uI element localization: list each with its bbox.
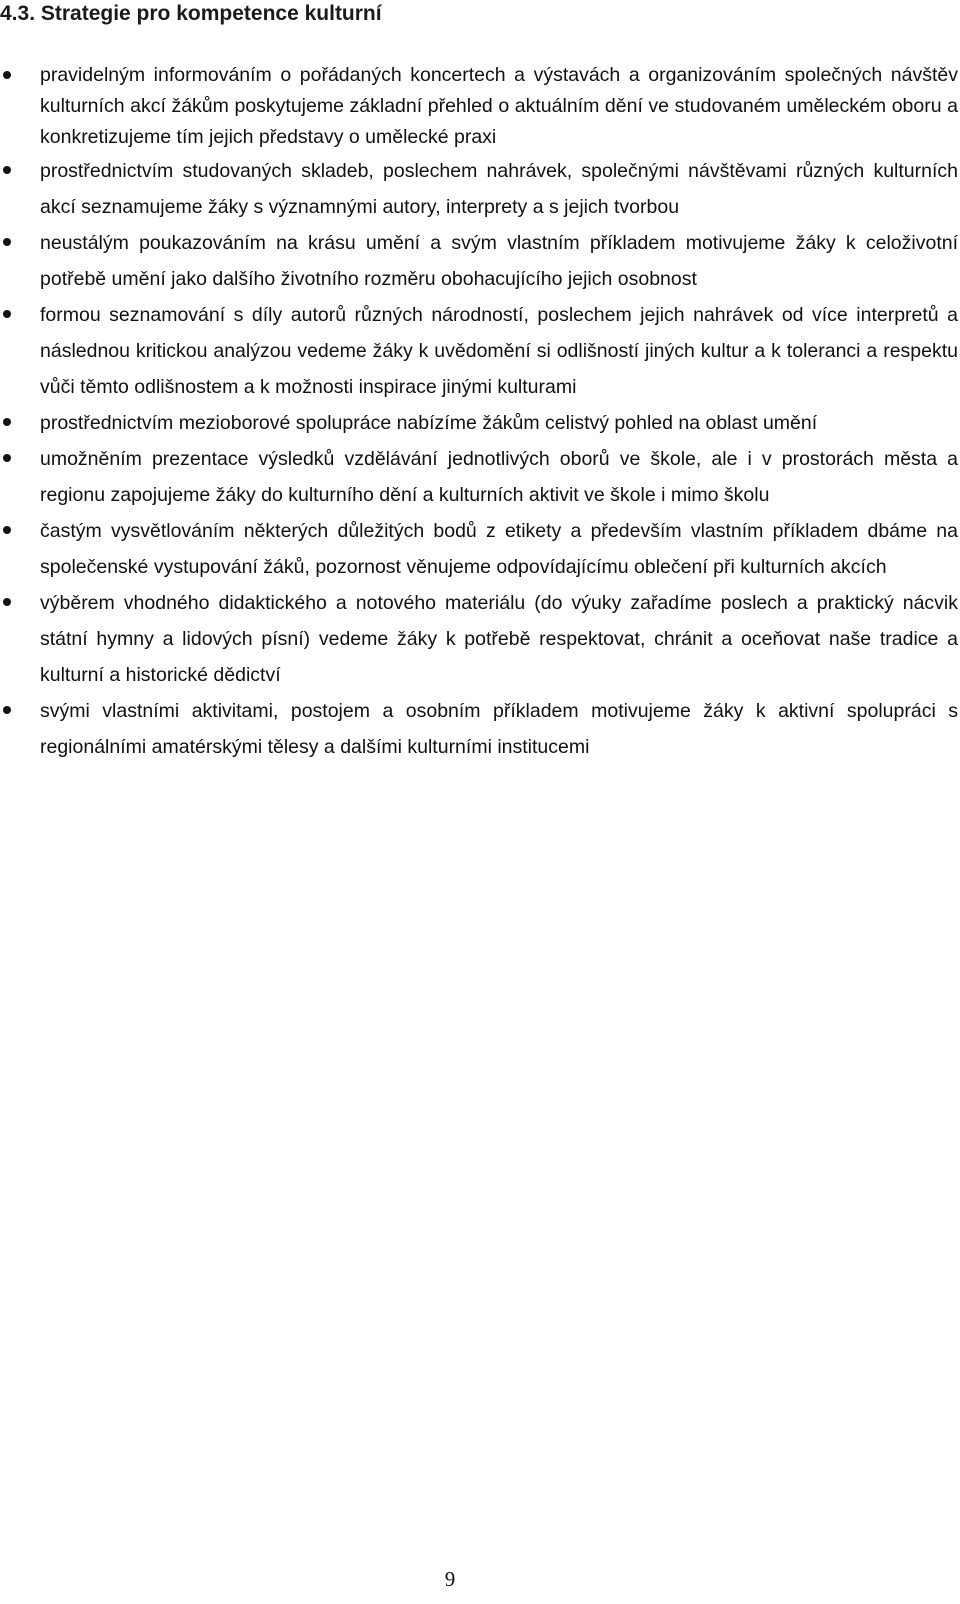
bullet-icon xyxy=(3,526,11,534)
list-item-text: častým vysvětlováním některých důležitých bodů z etikety a především vlastním příkladem dbáme na společenské vystupování žáků, pozornost věnujeme odpovídajícímu oblečení při kulturních akcích xyxy=(40,520,958,578)
list-item xyxy=(0,585,958,693)
list-item xyxy=(0,153,958,225)
bullet-icon xyxy=(3,238,11,246)
list-item-text: svými vlastními aktivitami, postojem a osobním příkladem motivujeme žáky k aktivní spolupráci s regionálními amatérskými tělesy a dalšími kulturními institucemi xyxy=(40,700,958,758)
list-item-text: prostřednictvím mezioborové spolupráce nabízíme žákům celistvý pohled na oblast umění xyxy=(40,412,818,434)
list-item-text: prostřednictvím studovaných skladeb, poslechem nahrávek, společnými návštěvami různých kulturních akcí seznamujeme žáky s významnými autory, interprety a s jejich tvorbou xyxy=(40,160,958,218)
list-item xyxy=(0,693,958,765)
bullet-icon xyxy=(3,71,11,79)
bullet-icon xyxy=(3,310,11,318)
bullet-icon xyxy=(3,166,11,174)
list-item-text: pravidelným informováním o pořádaných koncertech a výstavách a organizováním společných návštěv kulturních akcí žákům poskytujeme základní přehled o aktuálním dění ve studovaném uměleckém oboru a konkretizujeme tím jejich představy o umělecké praxi xyxy=(40,64,958,148)
list-item xyxy=(0,405,958,441)
bullet-icon xyxy=(3,454,11,462)
list-item-text: umožněním prezentace výsledků vzdělávání jednotlivých oborů ve škole, ale i v prostorách města a regionu zapojujeme žáky do kulturního dění a kulturních aktivit ve škole i mimo školu xyxy=(40,448,958,506)
bullet-icon xyxy=(3,418,11,426)
competence-list xyxy=(0,60,958,765)
list-item xyxy=(0,513,958,585)
page-number: 9 xyxy=(444,1567,456,1591)
list-item-text: neustálým poukazováním na krásu umění a svým vlastním příkladem motivujeme žáky k celoživotní potřebě umění jako dalšího životního rozměru obohacujícího jejich osobnost xyxy=(40,232,958,290)
section-heading: 4.3. Strategie pro kompetence kulturní xyxy=(0,2,382,25)
bullet-icon xyxy=(3,598,11,606)
list-item xyxy=(0,441,958,513)
list-item xyxy=(0,60,958,153)
list-item xyxy=(0,297,958,405)
list-item-text: výběrem vhodného didaktického a notového materiálu (do výuky zařadíme poslech a praktický nácvik státní hymny a lidových písní) vedeme žáky k potřebě respektovat, chránit a oceňovat naše tradice a kulturní a historické dědictví xyxy=(40,592,958,686)
list-item xyxy=(0,225,958,297)
bullet-icon xyxy=(3,706,11,714)
list-item-text: formou seznamování s díly autorů různých národností, poslechem jejich nahrávek od více interpretů a následnou kritickou analýzou vedeme žáky k uvědomění si odlišností jiných kultur a k toleranci a respektu vůči těmto odlišnostem a k možnosti inspirace jinými kulturami xyxy=(40,304,958,398)
